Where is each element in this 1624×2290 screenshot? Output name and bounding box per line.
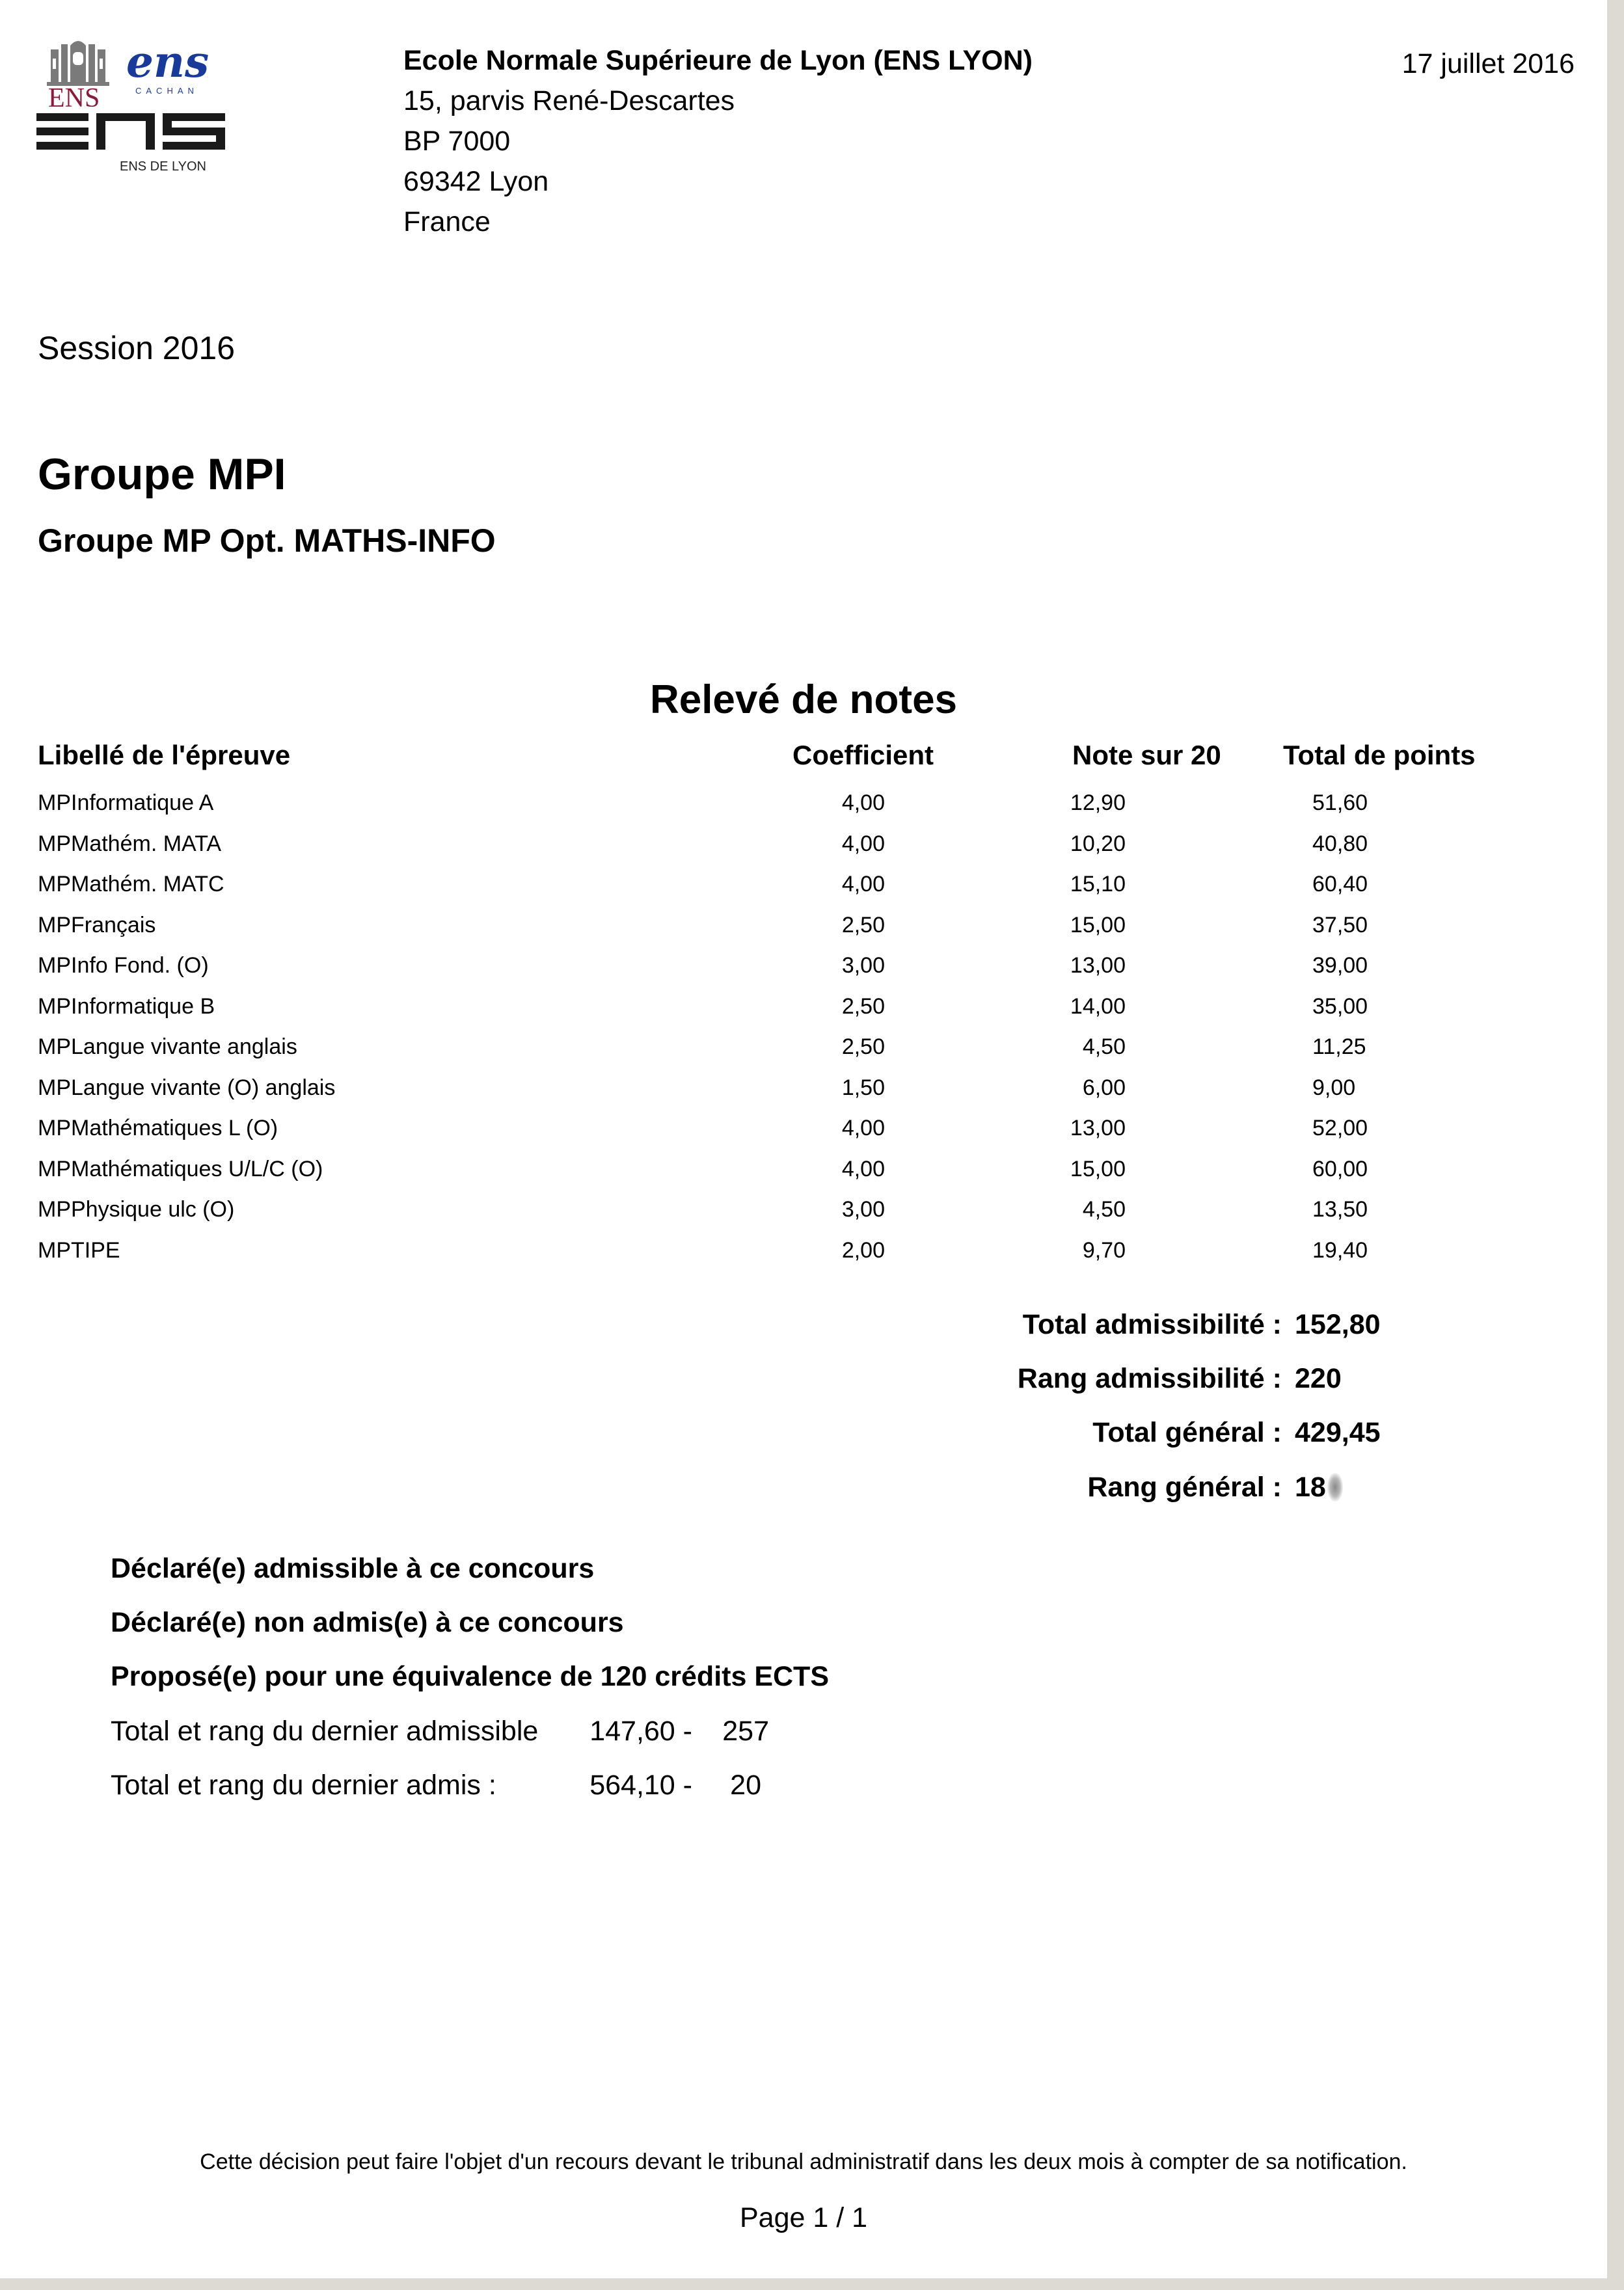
cell-total: 60,40 [1312,872,1368,896]
last-admis-label: Total et rang du dernier admis : [111,1770,496,1801]
cell-note: 12,90 [1070,790,1126,815]
cell-note: 4,50 [1082,1034,1126,1059]
declaration-admissible: Déclaré(e) admissible à ce concours [111,1553,595,1584]
cell-note: 6,00 [1082,1075,1126,1100]
table-row [0,872,1607,912]
cell-subject: MPMathématiques L (O) [38,1116,278,1140]
cell-note: 14,00 [1070,994,1126,1019]
school-address [403,40,1033,242]
ens-logo-graphic [36,36,225,180]
table-row [0,1157,1607,1197]
last-admissible-total: 147,60 - [589,1716,692,1747]
cell-total: 37,50 [1312,913,1368,937]
declaration-non-admis: Déclaré(e) non admis(e) à ce concours [111,1607,624,1638]
last-admis-rank: 20 [730,1770,761,1801]
table-row [0,1034,1607,1075]
cell-note: 15,00 [1070,913,1126,937]
cell-total: 40,80 [1312,831,1368,856]
cell-total: 11,25 [1312,1034,1366,1059]
last-admissible-label: Total et rang du dernier admissible [111,1716,539,1747]
document-date: 17 juillet 2016 [1401,48,1575,79]
rang-admissibilite-value: 220 [1295,1363,1342,1394]
cell-total: 39,00 [1312,953,1368,978]
cell-coefficient: 2,50 [841,1034,885,1059]
cell-note: 9,70 [1082,1238,1126,1263]
cell-subject: MPMathém. MATA [38,831,222,856]
document-title: Relevé de notes [649,677,958,722]
cell-total: 60,00 [1312,1157,1368,1181]
cell-coefficient: 2,50 [841,994,885,1019]
cell-note: 13,00 [1070,953,1126,978]
table-row [0,831,1607,872]
table-row [0,1075,1607,1116]
table-row [0,1238,1607,1278]
cell-subject: MPInfo Fond. (O) [38,953,209,978]
column-header-subject: Libellé de l'épreuve [38,740,291,770]
group-subtitle: Groupe MP Opt. MATHS-INFO [38,522,496,559]
appeal-notice: Cette décision peut faire l'objet d'un recours devant le tribunal administratif dans les deux mois à compter de sa notification. [200,2149,1407,2174]
cell-coefficient: 4,00 [841,1157,885,1181]
cell-subject: MPMathém. MATC [38,872,224,896]
declaration-ects: Proposé(e) pour une équivalence de 120 crédits ECTS [111,1661,829,1692]
group-title: Groupe MPI [38,450,286,499]
cell-subject: MPPhysique ulc (O) [38,1197,235,1222]
cell-subject: MPInformatique B [38,994,215,1019]
svg-text:ens: ens [126,36,210,87]
cell-subject: MPMathématiques U/L/C (O) [38,1157,323,1181]
total-general-value: 429,45 [1295,1417,1381,1448]
last-admissible-rank: 257 [722,1716,769,1747]
column-header-note: Note sur 20 [1072,740,1221,770]
address-line-2: BP 7000 [403,126,511,157]
cell-total: 13,50 [1312,1197,1368,1222]
rang-admissibilite-label: Rang admissibilité : [1017,1363,1282,1394]
last-admis-total: 564,10 - [589,1770,692,1801]
table-row [0,1116,1607,1156]
cell-coefficient: 2,00 [841,1238,885,1263]
cell-note: 15,10 [1070,872,1126,896]
cell-coefficient: 3,00 [841,953,885,978]
redacted-digit [1327,1473,1343,1502]
cell-total: 9,00 [1312,1075,1356,1100]
table-row [0,913,1607,953]
cell-note: 10,20 [1070,831,1126,856]
rang-general-number: 18 [1295,1472,1326,1503]
session-label: Session 2016 [38,330,236,366]
cell-note: 15,00 [1070,1157,1126,1181]
column-header-total: Total de points [1283,740,1476,770]
svg-text:CACHAN: CACHAN [135,86,198,96]
rang-general-label: Rang général : [1087,1472,1282,1503]
table-row [0,790,1607,831]
address-line-4: France [403,206,491,237]
cell-coefficient: 1,50 [841,1075,885,1100]
table-row [0,953,1607,993]
svg-text:ENS DE LYON: ENS DE LYON [120,159,206,174]
column-header-coefficient: Coefficient [792,740,934,770]
cell-subject: MPTIPE [38,1238,120,1263]
cell-subject: MPInformatique A [38,790,214,815]
cell-coefficient: 4,00 [841,831,885,856]
cell-total: 52,00 [1312,1116,1368,1140]
cell-coefficient: 4,00 [841,790,885,815]
cell-total: 35,00 [1312,994,1368,1019]
ens-logo [36,36,225,180]
cell-subject: MPLangue vivante anglais [38,1034,297,1059]
cell-coefficient: 3,00 [841,1197,885,1222]
cell-subject: MPFrançais [38,913,156,937]
address-line-3: 69342 Lyon [403,166,549,197]
cell-coefficient: 4,00 [841,1116,885,1140]
school-name: Ecole Normale Supérieure de Lyon (ENS LYON) [403,45,1033,76]
svg-text:ENS: ENS [48,83,100,113]
rang-general-value [1295,1472,1343,1503]
cell-total: 51,60 [1312,790,1368,815]
cell-coefficient: 4,00 [841,872,885,896]
table-row [0,1197,1607,1237]
address-line-1: 15, parvis René-Descartes [403,85,735,116]
cell-coefficient: 2,50 [841,913,885,937]
table-row [0,994,1607,1034]
page-number: Page 1 / 1 [739,2202,868,2233]
total-admissibilite-value: 152,80 [1295,1309,1381,1340]
cell-note: 4,50 [1082,1197,1126,1222]
cell-total: 19,40 [1312,1238,1368,1263]
cell-note: 13,00 [1070,1116,1126,1140]
total-general-label: Total général : [1092,1417,1282,1448]
total-admissibilite-label: Total admissibilité : [1022,1309,1282,1340]
cell-subject: MPLangue vivante (O) anglais [38,1075,336,1100]
